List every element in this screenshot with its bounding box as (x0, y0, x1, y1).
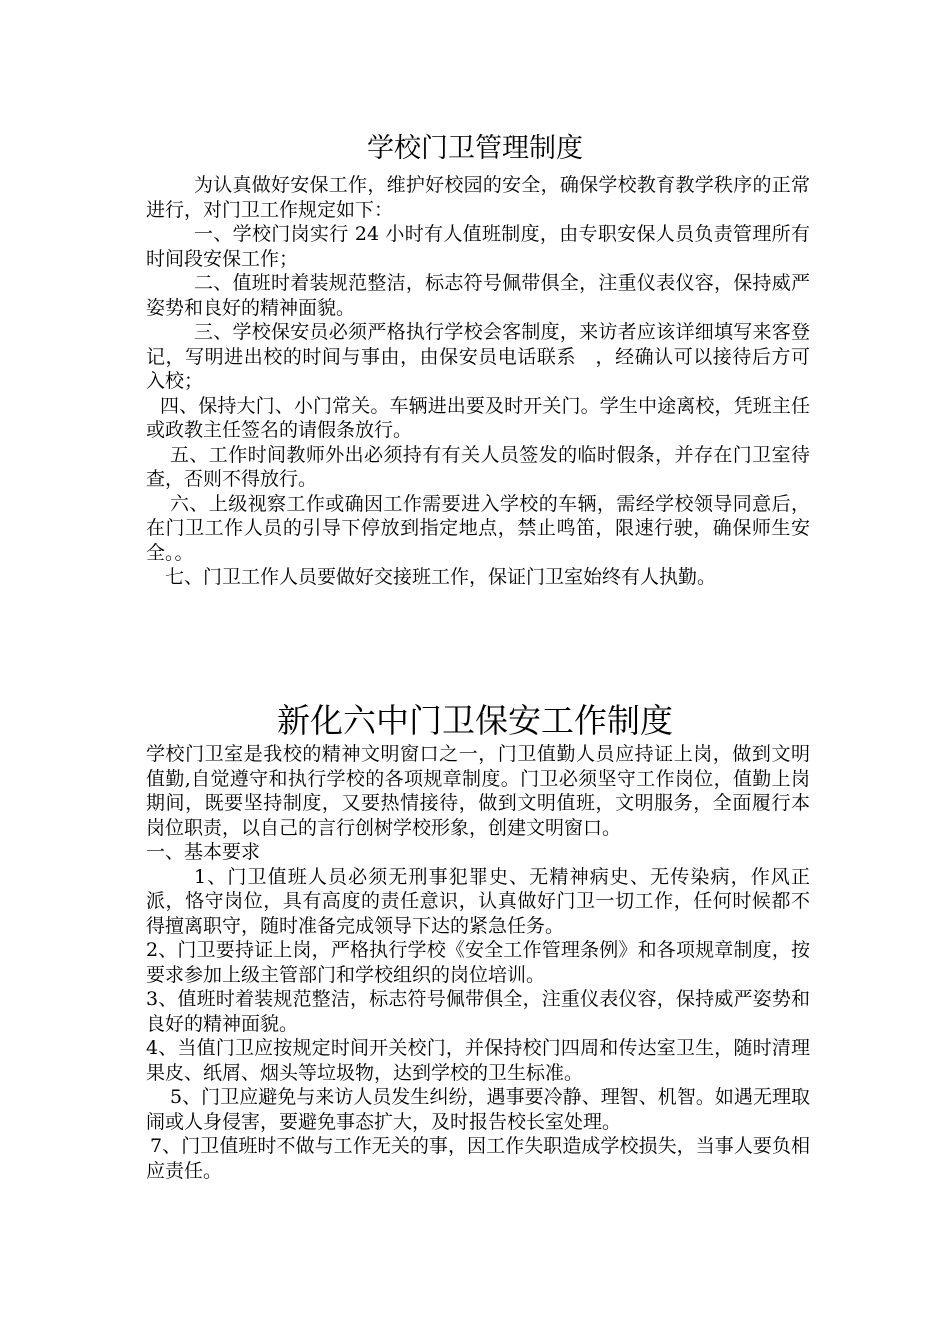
doc2-item: 5、门卫应避免与来访人员发生纠纷，遇事要冷静、理智、机智。如遇无理取闹或人身侵害，要避免事态扩大，及时报告校长室处理。 (146, 1086, 810, 1133)
doc2-body (146, 742, 810, 1183)
doc1-paragraph: 为认真做好安保工作，维护好校园的安全，确保学校教育教学秩序的正常进行，对门卫工作规定如下： (146, 174, 810, 221)
doc1-paragraph: 二、值班时着装规范整洁，标志符号佩带俱全，注重仪表仪容，保持威严姿势和良好的精神面貌。 (146, 272, 810, 319)
doc1-paragraph: 一、学校门岗实行 24 小时有人值班制度，由专职安保人员负责管理所有时间段安保工作； (146, 223, 810, 270)
doc1-body (146, 173, 810, 590)
doc2-intro: 学校门卫室是我校的精神文明窗口之一，门卫值勤人员应持证上岗，做到文明值勤,自觉遵守和执行学校的各项规章制度。门卫必须坚守工作岗位，值勤上岗期间，既要坚持制度，又要热情接待，做到文明值班，文明服务，全面履行本岗位职责，以自己的言行创树学校形象，创建文明窗口。 (146, 743, 810, 839)
doc2-title: 新化六中门卫保安工作制度 (277, 701, 673, 740)
doc1-paragraph: 四、保持大门、小门常关。车辆进出要及时开关门。学生中途离校，凭班主任或政教主任签名的请假条放行。 (146, 394, 810, 441)
doc1-paragraph: 六、上级视察工作或确因工作需要进入学校的车辆，需经学校领导同意后，在门卫工作人员的引导下停放到指定地点，禁止鸣笛，限速行驶，确保师生安全。。 (146, 492, 810, 564)
doc2-item: 7、门卫值班时不做与工作无关的事，因工作失职造成学校损失，当事人要负相应责任。 (146, 1135, 810, 1182)
doc1-title: 学校门卫管理制度 (367, 133, 583, 164)
doc2-heading: 一、基本要求 (146, 841, 261, 863)
doc2-item: 2、门卫要持证上岗，严格执行学校《安全工作管理条例》和各项规章制度，按要求参加上级主管部门和学校组织的岗位培训。 (146, 939, 810, 986)
doc2-item: 4、当值门卫应按规定时间开关校门，并保持校门四周和传达室卫生，随时清理果皮、纸屑、烟头等垃圾物，达到学校的卫生标准。 (146, 1037, 810, 1084)
doc1-paragraph: 七、门卫工作人员要做好交接班工作，保证门卫室始终有人执勤。 (165, 566, 717, 588)
doc2-item: 3、值班时着装规范整洁，标志符号佩带俱全，注重仪表仪容，保持威严姿势和良好的精神面貌。 (146, 988, 810, 1035)
doc1-paragraph: 五、工作时间教师外出必须持有有关人员签发的临时假条，并存在门卫室待查，否则不得放行。 (146, 443, 810, 490)
doc2-item: 1、门卫值班人员必须无刑事犯罪史、无精神病史、无传染病，作风正派，恪守岗位，具有高度的责任意识，认真做好门卫一切工作，任何时候都不得擅离职守，随时准备完成领导下达的紧急任务。 (146, 865, 810, 937)
doc1-paragraph: 三、学校保安员必须严格执行学校会客制度，来访者应该详细填写来客登记，写明进出校的时间与事由，由保安员电话联系 ，经确认可以接待后方可入校； (146, 321, 810, 392)
